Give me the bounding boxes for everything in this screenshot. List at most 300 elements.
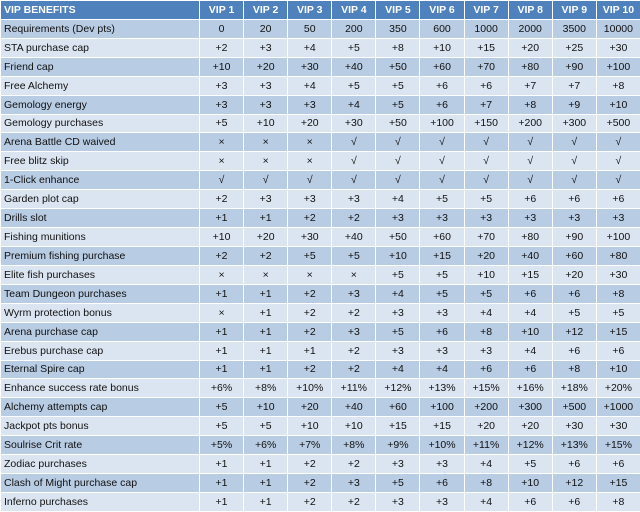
benefit-value: +7	[464, 95, 508, 114]
benefit-value: +12%	[508, 436, 552, 455]
benefit-value: +18%	[552, 379, 596, 398]
benefit-value: +3	[420, 492, 464, 511]
benefit-value: +5	[464, 284, 508, 303]
benefit-value: +3	[420, 303, 464, 322]
benefit-value: +6	[552, 284, 596, 303]
benefit-value: +60	[552, 246, 596, 265]
benefit-value: +20	[288, 398, 332, 417]
benefit-value: +8	[596, 492, 640, 511]
benefit-value: +3	[244, 38, 288, 57]
table-row	[1, 76, 640, 95]
benefit-value: +200	[508, 114, 552, 133]
benefit-value: +5	[508, 455, 552, 474]
benefit-value: +10	[200, 228, 244, 247]
benefit-value: +40	[508, 246, 552, 265]
benefit-value: +5	[288, 246, 332, 265]
benefit-value: +30	[288, 228, 332, 247]
benefit-value: +2	[288, 209, 332, 228]
benefit-value: +30	[596, 38, 640, 57]
benefit-value: √	[420, 152, 464, 171]
benefit-value: +60	[420, 57, 464, 76]
benefit-value: √	[332, 133, 376, 152]
benefit-value: +2	[288, 303, 332, 322]
table-row	[1, 341, 640, 360]
benefit-value: +3	[420, 341, 464, 360]
benefit-value: 20	[244, 19, 288, 38]
benefit-value: +20	[244, 228, 288, 247]
table-row	[1, 474, 640, 493]
benefit-value: +3	[464, 209, 508, 228]
benefit-value: 1000	[464, 19, 508, 38]
benefit-label: Jackpot pts bonus	[1, 417, 200, 436]
benefit-value: 2000	[508, 19, 552, 38]
benefit-value: +6	[508, 190, 552, 209]
benefit-value: +4	[508, 303, 552, 322]
benefit-value: +3	[596, 209, 640, 228]
benefit-value: +7	[552, 76, 596, 95]
benefit-value: +5	[464, 190, 508, 209]
benefit-value: +6%	[200, 379, 244, 398]
benefit-value: √	[332, 152, 376, 171]
benefit-label: Free blitz skip	[1, 152, 200, 171]
benefit-value: √	[552, 152, 596, 171]
benefit-value: +3	[244, 95, 288, 114]
benefit-value: ×	[288, 133, 332, 152]
benefit-value: ×	[288, 265, 332, 284]
benefit-value: √	[508, 133, 552, 152]
benefit-value: +3	[288, 190, 332, 209]
benefit-label: Enhance success rate bonus	[1, 379, 200, 398]
benefit-value: +300	[508, 398, 552, 417]
benefit-value: +1	[200, 474, 244, 493]
benefit-value: +150	[464, 114, 508, 133]
benefit-value: +1	[244, 474, 288, 493]
benefit-value: +2	[288, 322, 332, 341]
benefit-value: +16%	[508, 379, 552, 398]
benefit-value: ×	[200, 265, 244, 284]
benefit-value: +20	[552, 265, 596, 284]
benefit-value: +2	[200, 190, 244, 209]
benefit-value: +5	[332, 246, 376, 265]
benefit-value: +1	[200, 209, 244, 228]
benefit-value: +10	[200, 57, 244, 76]
benefit-value: +5	[552, 303, 596, 322]
table-row	[1, 303, 640, 322]
benefit-value: +3	[552, 209, 596, 228]
benefit-value: +10	[508, 474, 552, 493]
benefit-label: Gemology energy	[1, 95, 200, 114]
benefit-label: Eternal Spire cap	[1, 360, 200, 379]
benefit-value: +80	[508, 228, 552, 247]
benefit-label: Elite fish purchases	[1, 265, 200, 284]
table-row	[1, 455, 640, 474]
benefit-label: Premium fishing purchase	[1, 246, 200, 265]
column-header-vip-8: VIP 8	[508, 1, 552, 20]
benefit-value: +6	[596, 341, 640, 360]
benefit-value: √	[596, 133, 640, 152]
benefit-value: +20	[508, 38, 552, 57]
benefit-value: +12%	[376, 379, 420, 398]
benefit-value: +40	[332, 398, 376, 417]
benefit-value: +90	[552, 57, 596, 76]
benefit-value: +3	[464, 341, 508, 360]
column-header-vip-4: VIP 4	[332, 1, 376, 20]
table-row	[1, 436, 640, 455]
benefit-value: 3500	[552, 19, 596, 38]
benefit-value: +10	[376, 246, 420, 265]
benefit-value: +6	[420, 76, 464, 95]
benefit-value: +40	[332, 57, 376, 76]
benefit-value: +8	[508, 95, 552, 114]
benefit-value: +10	[596, 360, 640, 379]
benefit-value: +1	[244, 209, 288, 228]
benefit-label: Inferno purchases	[1, 492, 200, 511]
benefit-value: +10	[244, 398, 288, 417]
benefit-value: +4	[376, 284, 420, 303]
benefit-value: +5	[244, 417, 288, 436]
benefit-value: +10%	[288, 379, 332, 398]
benefit-value: +100	[596, 228, 640, 247]
benefit-value: +100	[420, 114, 464, 133]
benefit-value: +5%	[200, 436, 244, 455]
benefit-value: +6	[464, 76, 508, 95]
benefit-value: +6	[420, 95, 464, 114]
benefit-value: +6	[552, 341, 596, 360]
benefit-value: +4	[464, 303, 508, 322]
benefit-value: +1	[244, 360, 288, 379]
benefit-value: +20	[464, 246, 508, 265]
benefit-value: +10%	[420, 436, 464, 455]
benefit-value: +8	[464, 474, 508, 493]
benefit-value: +100	[420, 398, 464, 417]
benefit-value: ×	[244, 133, 288, 152]
benefit-label: Free Alchemy	[1, 76, 200, 95]
benefit-label: Friend cap	[1, 57, 200, 76]
benefit-value: +4	[420, 360, 464, 379]
benefit-label: Arena purchase cap	[1, 322, 200, 341]
benefit-value: +40	[332, 228, 376, 247]
benefit-value: +5	[376, 95, 420, 114]
benefit-value: +5	[596, 303, 640, 322]
benefit-label: Zodiac purchases	[1, 455, 200, 474]
column-header-vip-10: VIP 10	[596, 1, 640, 20]
benefit-label: STA purchase cap	[1, 38, 200, 57]
benefit-value: +6%	[244, 436, 288, 455]
benefit-value: +3	[376, 341, 420, 360]
table-row	[1, 95, 640, 114]
benefit-value: +30	[288, 57, 332, 76]
benefit-value: +3	[332, 284, 376, 303]
table-row	[1, 284, 640, 303]
table-row	[1, 209, 640, 228]
benefit-value: +1	[200, 322, 244, 341]
benefit-value: √	[420, 133, 464, 152]
benefit-value: 200	[332, 19, 376, 38]
benefit-value: +3	[420, 209, 464, 228]
benefit-value: +5	[420, 265, 464, 284]
benefit-value: +20	[508, 417, 552, 436]
column-header-vip-2: VIP 2	[244, 1, 288, 20]
table-row	[1, 265, 640, 284]
benefit-value: +50	[376, 228, 420, 247]
table-row	[1, 133, 640, 152]
benefit-value: +13%	[420, 379, 464, 398]
benefit-value: +2	[332, 492, 376, 511]
benefit-value: +12	[552, 322, 596, 341]
table-row	[1, 398, 640, 417]
benefit-value: +9	[552, 95, 596, 114]
benefit-value: +5	[420, 190, 464, 209]
benefit-value: +2	[200, 38, 244, 57]
column-header-vip-3: VIP 3	[288, 1, 332, 20]
benefit-value: +3	[200, 95, 244, 114]
benefit-label: Alchemy attempts cap	[1, 398, 200, 417]
benefit-value: +7	[508, 76, 552, 95]
benefit-value: +60	[376, 398, 420, 417]
benefit-value: ×	[288, 152, 332, 171]
benefit-label: Erebus purchase cap	[1, 341, 200, 360]
benefit-value: +4	[508, 341, 552, 360]
benefit-value: +1	[288, 341, 332, 360]
benefit-label: Garden plot cap	[1, 190, 200, 209]
table-row	[1, 38, 640, 57]
benefit-value: +80	[596, 246, 640, 265]
benefit-value: +11%	[332, 379, 376, 398]
benefit-value: +2	[332, 360, 376, 379]
benefit-value: +5	[200, 417, 244, 436]
benefit-value: +5	[200, 114, 244, 133]
benefit-value: +2	[288, 474, 332, 493]
benefit-value: +5	[376, 76, 420, 95]
benefit-value: √	[464, 171, 508, 190]
benefit-value: +6	[552, 492, 596, 511]
benefit-value: +1	[200, 360, 244, 379]
benefit-label: Wyrm protection bonus	[1, 303, 200, 322]
benefit-value: +90	[552, 228, 596, 247]
benefit-value: +4	[464, 492, 508, 511]
benefit-value: +3	[376, 455, 420, 474]
benefit-value: +5	[376, 474, 420, 493]
benefit-value: +6	[552, 190, 596, 209]
benefit-value: +1	[244, 455, 288, 474]
benefit-value: +6	[420, 474, 464, 493]
benefit-value: +8	[552, 360, 596, 379]
benefit-value: +15	[596, 322, 640, 341]
benefit-value: 50	[288, 19, 332, 38]
benefit-value: +100	[596, 57, 640, 76]
benefit-value: +5	[332, 76, 376, 95]
benefit-value: +2	[288, 284, 332, 303]
table-body	[1, 19, 640, 511]
benefit-value: √	[552, 133, 596, 152]
benefit-value: +8	[464, 322, 508, 341]
table-row	[1, 171, 640, 190]
benefit-value: +15	[596, 474, 640, 493]
benefit-value: +20	[464, 417, 508, 436]
benefit-value: +60	[420, 228, 464, 247]
benefit-value: √	[508, 171, 552, 190]
benefit-value: +13%	[552, 436, 596, 455]
column-header-vip-5: VIP 5	[376, 1, 420, 20]
benefit-value: +20	[288, 114, 332, 133]
benefit-value: +5	[332, 38, 376, 57]
benefit-value: +15%	[464, 379, 508, 398]
benefit-value: +6	[464, 360, 508, 379]
benefit-value: +15	[376, 417, 420, 436]
benefit-value: +3	[508, 209, 552, 228]
benefit-value: √	[596, 171, 640, 190]
benefit-value: +7%	[288, 436, 332, 455]
benefit-value: +10	[596, 95, 640, 114]
benefit-value: +1	[244, 303, 288, 322]
benefit-value: √	[376, 171, 420, 190]
benefit-value: +2	[332, 341, 376, 360]
benefit-value: +8	[596, 76, 640, 95]
table-row	[1, 152, 640, 171]
benefit-value: +1	[244, 284, 288, 303]
benefit-value: +1	[200, 455, 244, 474]
benefit-value: +9%	[376, 436, 420, 455]
table-row	[1, 57, 640, 76]
benefit-value: +5	[420, 284, 464, 303]
benefit-label: Requirements (Dev pts)	[1, 19, 200, 38]
benefit-label: Soulrise Crit rate	[1, 436, 200, 455]
benefit-value: +15	[420, 417, 464, 436]
benefit-value: ×	[200, 133, 244, 152]
benefit-label: Clash of Might purchase cap	[1, 474, 200, 493]
benefit-value: +8%	[332, 436, 376, 455]
benefit-value: ×	[332, 265, 376, 284]
benefit-label: Arena Battle CD waived	[1, 133, 200, 152]
benefit-value: +20	[244, 57, 288, 76]
benefit-value: +12	[552, 474, 596, 493]
benefit-value: ×	[244, 265, 288, 284]
column-header-vip-7: VIP 7	[464, 1, 508, 20]
benefit-value: +6	[508, 284, 552, 303]
benefit-value: +3	[420, 455, 464, 474]
benefit-value: +4	[464, 455, 508, 474]
benefit-value: +500	[552, 398, 596, 417]
benefit-value: +6	[596, 455, 640, 474]
benefit-value: √	[376, 152, 420, 171]
benefit-value: 600	[420, 19, 464, 38]
benefit-value: +1	[200, 284, 244, 303]
benefit-value: +10	[288, 417, 332, 436]
benefit-value: +20%	[596, 379, 640, 398]
benefit-value: +3	[332, 322, 376, 341]
table-row	[1, 322, 640, 341]
benefit-value: √	[332, 171, 376, 190]
benefit-value: √	[288, 171, 332, 190]
benefit-value: +30	[596, 265, 640, 284]
benefit-value: +70	[464, 228, 508, 247]
benefit-value: +10	[420, 38, 464, 57]
column-header-vip-9: VIP 9	[552, 1, 596, 20]
benefit-value: 10000	[596, 19, 640, 38]
benefit-value: +1	[244, 492, 288, 511]
benefit-value: +2	[288, 455, 332, 474]
benefit-value: +15	[420, 246, 464, 265]
benefit-value: +10	[244, 114, 288, 133]
benefit-label: 1-Click enhance	[1, 171, 200, 190]
benefit-value: +15	[508, 265, 552, 284]
benefit-value: +1	[200, 341, 244, 360]
header-row	[1, 1, 640, 20]
benefit-label: Team Dungeon purchases	[1, 284, 200, 303]
benefit-value: +3	[332, 190, 376, 209]
table-row	[1, 246, 640, 265]
table-row	[1, 417, 640, 436]
benefit-value: +70	[464, 57, 508, 76]
benefit-value: +5	[376, 322, 420, 341]
benefit-value: +10	[508, 322, 552, 341]
benefit-value: +8%	[244, 379, 288, 398]
benefit-value: +15	[464, 38, 508, 57]
benefit-value: +8	[376, 38, 420, 57]
benefit-value: +1	[244, 322, 288, 341]
benefit-value: +2	[288, 492, 332, 511]
table-row	[1, 360, 640, 379]
benefit-value: +80	[508, 57, 552, 76]
benefit-value: √	[464, 152, 508, 171]
benefit-value: √	[420, 171, 464, 190]
benefit-value: √	[464, 133, 508, 152]
benefit-label: Fishing munitions	[1, 228, 200, 247]
table-row	[1, 228, 640, 247]
benefit-value: +2	[332, 455, 376, 474]
benefit-value: +6	[508, 360, 552, 379]
benefit-value: ×	[200, 303, 244, 322]
table-header	[1, 1, 640, 20]
benefit-value: +15%	[596, 436, 640, 455]
benefit-value: √	[552, 171, 596, 190]
benefit-value: +30	[552, 417, 596, 436]
benefit-value: +3	[376, 492, 420, 511]
table-row	[1, 114, 640, 133]
benefit-value: +500	[596, 114, 640, 133]
benefit-label: Drills slot	[1, 209, 200, 228]
benefit-value: +30	[332, 114, 376, 133]
benefit-value: +1	[244, 341, 288, 360]
benefit-value: +4	[288, 76, 332, 95]
benefit-value: +10	[332, 417, 376, 436]
benefit-value: √	[508, 152, 552, 171]
benefit-value: +6	[596, 190, 640, 209]
benefit-value: +10	[464, 265, 508, 284]
benefit-value: +2	[332, 209, 376, 228]
benefit-value: +300	[552, 114, 596, 133]
benefit-value: 350	[376, 19, 420, 38]
table-row	[1, 19, 640, 38]
benefit-value: √	[596, 152, 640, 171]
benefit-value: +3	[244, 76, 288, 95]
benefit-value: ×	[244, 152, 288, 171]
column-header-benefits: VIP BENEFITS	[1, 1, 200, 20]
benefit-value: +3	[376, 303, 420, 322]
benefit-value: +3	[376, 209, 420, 228]
benefit-value: ×	[200, 152, 244, 171]
benefit-value: +11%	[464, 436, 508, 455]
benefit-value: +3	[332, 474, 376, 493]
benefit-value: √	[200, 171, 244, 190]
benefit-value: 0	[200, 19, 244, 38]
benefit-value: +200	[464, 398, 508, 417]
benefit-value: +4	[332, 95, 376, 114]
benefit-value: +1000	[596, 398, 640, 417]
table-row	[1, 379, 640, 398]
benefit-value: +2	[332, 303, 376, 322]
benefit-value: +8	[596, 284, 640, 303]
